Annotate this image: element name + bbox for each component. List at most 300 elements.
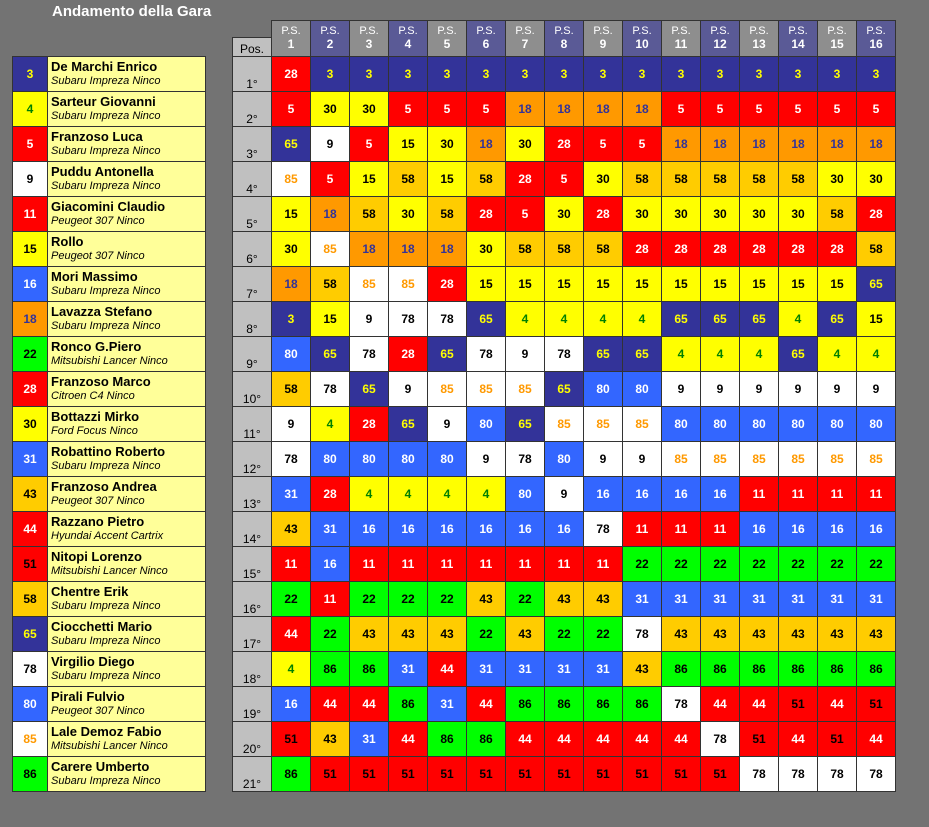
grid-cell: 43 bbox=[350, 616, 389, 651]
driver-car: Subaru Impreza Ninco bbox=[51, 320, 161, 332]
grid-cell: 86 bbox=[506, 686, 545, 721]
grid-cell: 31 bbox=[506, 651, 545, 686]
grid-cell: 18 bbox=[779, 126, 818, 161]
grid-cell: 80 bbox=[272, 336, 311, 371]
driver-car: Subaru Impreza Ninco bbox=[51, 635, 161, 647]
grid-cell: 18 bbox=[506, 91, 545, 126]
grid-cell: 11 bbox=[740, 476, 779, 511]
grid-cell: 43 bbox=[272, 511, 311, 546]
stage-header bbox=[701, 21, 740, 57]
stage-label: P.S. bbox=[476, 25, 496, 38]
driver-number: 51 bbox=[13, 547, 48, 582]
grid-cell: 51 bbox=[584, 756, 623, 791]
grid-cell: 28 bbox=[623, 231, 662, 266]
grid-cell: 28 bbox=[350, 406, 389, 441]
driver-row bbox=[13, 547, 206, 582]
stage-label: P.S. bbox=[554, 25, 574, 38]
grid-cell: 51 bbox=[779, 686, 818, 721]
driver-car: Peugeot 307 Ninco bbox=[51, 495, 145, 507]
grid-cell: 31 bbox=[623, 581, 662, 616]
grid-cell: 5 bbox=[662, 91, 701, 126]
grid-cell: 15 bbox=[545, 266, 584, 301]
grid-cell: 28 bbox=[506, 161, 545, 196]
stage-number: 1 bbox=[287, 37, 295, 52]
grid-cell: 31 bbox=[311, 511, 350, 546]
grid-cell: 5 bbox=[584, 126, 623, 161]
grid-cell: 22 bbox=[389, 581, 428, 616]
grid-cell: 18 bbox=[389, 231, 428, 266]
grid-cell: 85 bbox=[506, 371, 545, 406]
grid-cell: 31 bbox=[350, 721, 389, 756]
grid-cell: 11 bbox=[545, 546, 584, 581]
grid-cell: 5 bbox=[311, 161, 350, 196]
stage-label: P.S. bbox=[437, 25, 457, 38]
driver-name: Giacomini Claudio bbox=[51, 199, 166, 214]
grid-row bbox=[233, 441, 896, 476]
driver-info bbox=[48, 617, 206, 652]
grid-cell: 65 bbox=[272, 126, 311, 161]
grid-cell: 58 bbox=[701, 161, 740, 196]
grid-cell: 78 bbox=[272, 441, 311, 476]
driver-info bbox=[48, 57, 206, 92]
standings-grid bbox=[232, 20, 896, 792]
driver-name: Franzoso Andrea bbox=[51, 479, 157, 494]
grid-row bbox=[233, 581, 896, 616]
position-label: 11° bbox=[233, 406, 272, 441]
grid-cell: 28 bbox=[311, 476, 350, 511]
driver-row bbox=[13, 92, 206, 127]
position-label: 17° bbox=[233, 616, 272, 651]
grid-cell: 51 bbox=[350, 756, 389, 791]
grid-cell: 44 bbox=[467, 686, 506, 721]
grid-cell: 9 bbox=[506, 336, 545, 371]
grid-cell: 31 bbox=[818, 581, 857, 616]
driver-row bbox=[13, 722, 206, 757]
grid-cell: 9 bbox=[389, 371, 428, 406]
position-label: 7° bbox=[233, 266, 272, 301]
grid-cell: 44 bbox=[506, 721, 545, 756]
grid-cell: 9 bbox=[740, 371, 779, 406]
grid-cell: 28 bbox=[272, 56, 311, 91]
grid-cell: 18 bbox=[857, 126, 896, 161]
driver-number: 28 bbox=[13, 372, 48, 407]
grid-cell: 22 bbox=[623, 546, 662, 581]
grid-cell: 80 bbox=[701, 406, 740, 441]
grid-cell: 43 bbox=[506, 616, 545, 651]
grid-cell: 4 bbox=[740, 336, 779, 371]
grid-cell: 16 bbox=[350, 511, 389, 546]
grid-cell: 22 bbox=[584, 616, 623, 651]
grid-cell: 16 bbox=[623, 476, 662, 511]
grid-cell: 11 bbox=[311, 581, 350, 616]
grid-cell: 86 bbox=[428, 721, 467, 756]
stage-label: P.S. bbox=[281, 25, 301, 38]
grid-cell: 85 bbox=[350, 266, 389, 301]
stage-label: P.S. bbox=[866, 25, 886, 38]
grid-cell: 43 bbox=[740, 616, 779, 651]
grid-cell: 4 bbox=[779, 301, 818, 336]
stage-number: 3 bbox=[365, 37, 373, 52]
grid-cell: 86 bbox=[701, 651, 740, 686]
grid-cell: 4 bbox=[818, 336, 857, 371]
grid-cell: 11 bbox=[428, 546, 467, 581]
driver-car: Subaru Impreza Ninco bbox=[51, 460, 161, 472]
stage-number: 8 bbox=[560, 37, 568, 52]
driver-info bbox=[48, 302, 206, 337]
stage-number: 6 bbox=[482, 37, 490, 52]
grid-cell: 22 bbox=[545, 616, 584, 651]
stage-header bbox=[545, 21, 584, 57]
grid-cell: 11 bbox=[389, 546, 428, 581]
driver-number: 15 bbox=[13, 232, 48, 267]
driver-row bbox=[13, 442, 206, 477]
driver-row bbox=[13, 162, 206, 197]
driver-info bbox=[48, 582, 206, 617]
stage-label: P.S. bbox=[788, 25, 808, 38]
position-label: 16° bbox=[233, 581, 272, 616]
grid-cell: 30 bbox=[428, 126, 467, 161]
driver-row bbox=[13, 302, 206, 337]
grid-cell: 16 bbox=[818, 511, 857, 546]
grid-cell: 78 bbox=[662, 686, 701, 721]
stage-number: 14 bbox=[791, 37, 805, 52]
grid-row bbox=[233, 546, 896, 581]
stage-number: 5 bbox=[443, 37, 451, 52]
driver-info bbox=[48, 267, 206, 302]
grid-cell: 31 bbox=[272, 476, 311, 511]
grid-cell: 18 bbox=[623, 91, 662, 126]
grid-cell: 15 bbox=[311, 301, 350, 336]
grid-cell: 44 bbox=[545, 721, 584, 756]
grid-cell: 86 bbox=[623, 686, 662, 721]
stage-label: P.S. bbox=[749, 25, 769, 38]
grid-cell: 9 bbox=[311, 126, 350, 161]
driver-name: De Marchi Enrico bbox=[51, 59, 158, 74]
grid-cell: 78 bbox=[779, 756, 818, 791]
stage-number: 9 bbox=[599, 37, 607, 52]
grid-cell: 80 bbox=[506, 476, 545, 511]
stage-number: 10 bbox=[635, 37, 649, 52]
position-label: 14° bbox=[233, 511, 272, 546]
grid-cell: 3 bbox=[701, 56, 740, 91]
grid-row bbox=[233, 476, 896, 511]
grid-row bbox=[233, 161, 896, 196]
grid-row bbox=[233, 196, 896, 231]
driver-info bbox=[48, 442, 206, 477]
grid-cell: 5 bbox=[857, 91, 896, 126]
grid-cell: 44 bbox=[389, 721, 428, 756]
grid-cell: 51 bbox=[389, 756, 428, 791]
grid-cell: 15 bbox=[467, 266, 506, 301]
grid-cell: 28 bbox=[467, 196, 506, 231]
grid-cell: 22 bbox=[311, 616, 350, 651]
driver-info bbox=[48, 477, 206, 512]
driver-name: Virgilio Diego bbox=[51, 654, 135, 669]
grid-cell: 18 bbox=[545, 91, 584, 126]
grid-cell: 85 bbox=[779, 441, 818, 476]
grid-cell: 11 bbox=[857, 476, 896, 511]
grid-cell: 16 bbox=[506, 511, 545, 546]
grid-cell: 85 bbox=[545, 406, 584, 441]
grid-cell: 15 bbox=[779, 266, 818, 301]
grid-cell: 85 bbox=[623, 406, 662, 441]
grid-cell: 86 bbox=[272, 756, 311, 791]
header-spacer bbox=[233, 21, 272, 38]
grid-cell: 43 bbox=[623, 651, 662, 686]
grid-row bbox=[233, 651, 896, 686]
driver-row bbox=[13, 582, 206, 617]
grid-cell: 4 bbox=[584, 301, 623, 336]
grid-cell: 15 bbox=[623, 266, 662, 301]
grid-cell: 22 bbox=[506, 581, 545, 616]
grid-cell: 51 bbox=[311, 756, 350, 791]
driver-row bbox=[13, 407, 206, 442]
grid-cell: 28 bbox=[701, 231, 740, 266]
grid-cell: 5 bbox=[428, 91, 467, 126]
grid-cell: 22 bbox=[350, 581, 389, 616]
driver-info bbox=[48, 127, 206, 162]
driver-car: Subaru Impreza Ninco bbox=[51, 75, 161, 87]
stage-number: 16 bbox=[869, 37, 883, 52]
grid-cell: 9 bbox=[428, 406, 467, 441]
grid-row bbox=[233, 301, 896, 336]
stage-header bbox=[467, 21, 506, 57]
driver-number: 85 bbox=[13, 722, 48, 757]
grid-cell: 43 bbox=[389, 616, 428, 651]
driver-info bbox=[48, 547, 206, 582]
grid-cell: 3 bbox=[857, 56, 896, 91]
grid-cell: 9 bbox=[857, 371, 896, 406]
position-label: 12° bbox=[233, 441, 272, 476]
grid-cell: 11 bbox=[506, 546, 545, 581]
grid-cell: 16 bbox=[272, 686, 311, 721]
stage-header bbox=[311, 21, 350, 57]
grid-cell: 85 bbox=[818, 441, 857, 476]
grid-cell: 4 bbox=[389, 476, 428, 511]
grid-cell: 44 bbox=[428, 651, 467, 686]
driver-list bbox=[12, 56, 206, 792]
grid-cell: 86 bbox=[662, 651, 701, 686]
stage-header bbox=[389, 21, 428, 57]
position-label: 3° bbox=[233, 126, 272, 161]
grid-cell: 15 bbox=[857, 301, 896, 336]
driver-info bbox=[48, 337, 206, 372]
grid-cell: 22 bbox=[428, 581, 467, 616]
driver-number: 16 bbox=[13, 267, 48, 302]
grid-cell: 65 bbox=[818, 301, 857, 336]
grid-cell: 3 bbox=[467, 56, 506, 91]
grid-cell: 9 bbox=[350, 301, 389, 336]
grid-cell: 78 bbox=[389, 301, 428, 336]
stage-label: P.S. bbox=[710, 25, 730, 38]
grid-cell: 30 bbox=[311, 91, 350, 126]
grid-cell: 80 bbox=[311, 441, 350, 476]
grid-cell: 3 bbox=[350, 56, 389, 91]
driver-number: 58 bbox=[13, 582, 48, 617]
grid-row bbox=[233, 511, 896, 546]
driver-name: Lavazza Stefano bbox=[51, 304, 153, 319]
grid-cell: 51 bbox=[701, 756, 740, 791]
driver-car: Subaru Impreza Ninco bbox=[51, 145, 161, 157]
stage-header bbox=[350, 21, 389, 57]
grid-cell: 43 bbox=[428, 616, 467, 651]
grid-cell: 44 bbox=[779, 721, 818, 756]
driver-info bbox=[48, 92, 206, 127]
grid-cell: 44 bbox=[272, 616, 311, 651]
driver-name: Nitopi Lorenzo bbox=[51, 549, 142, 564]
grid-cell: 78 bbox=[740, 756, 779, 791]
grid-cell: 3 bbox=[389, 56, 428, 91]
grid-cell: 51 bbox=[467, 756, 506, 791]
grid-cell: 28 bbox=[662, 231, 701, 266]
position-label: 8° bbox=[233, 301, 272, 336]
grid-cell: 44 bbox=[662, 721, 701, 756]
grid-cell: 78 bbox=[506, 441, 545, 476]
grid-cell: 43 bbox=[311, 721, 350, 756]
grid-cell: 86 bbox=[389, 686, 428, 721]
grid-cell: 4 bbox=[857, 336, 896, 371]
grid-cell: 43 bbox=[779, 616, 818, 651]
grid-cell: 43 bbox=[545, 581, 584, 616]
grid-cell: 43 bbox=[701, 616, 740, 651]
grid-cell: 51 bbox=[818, 721, 857, 756]
driver-name: Sarteur Giovanni bbox=[51, 94, 156, 109]
grid-cell: 15 bbox=[428, 161, 467, 196]
driver-number: 44 bbox=[13, 512, 48, 547]
driver-number: 3 bbox=[13, 57, 48, 92]
grid-cell: 28 bbox=[389, 336, 428, 371]
driver-name: Chentre Erik bbox=[51, 584, 129, 599]
grid-cell: 16 bbox=[311, 546, 350, 581]
grid-cell: 22 bbox=[818, 546, 857, 581]
grid-cell: 85 bbox=[389, 266, 428, 301]
grid-cell: 18 bbox=[584, 91, 623, 126]
grid-cell: 51 bbox=[857, 686, 896, 721]
grid-cell: 22 bbox=[779, 546, 818, 581]
grid-cell: 3 bbox=[428, 56, 467, 91]
grid-cell: 11 bbox=[272, 546, 311, 581]
grid-cell: 30 bbox=[272, 231, 311, 266]
driver-car: Subaru Impreza Ninco bbox=[51, 110, 161, 122]
grid-cell: 51 bbox=[662, 756, 701, 791]
grid-cell: 86 bbox=[350, 651, 389, 686]
grid-cell: 44 bbox=[350, 686, 389, 721]
grid-cell: 5 bbox=[350, 126, 389, 161]
grid-cell: 30 bbox=[506, 126, 545, 161]
grid-cell: 80 bbox=[389, 441, 428, 476]
grid-cell: 15 bbox=[272, 196, 311, 231]
grid-cell: 18 bbox=[662, 126, 701, 161]
driver-number: 4 bbox=[13, 92, 48, 127]
grid-cell: 86 bbox=[584, 686, 623, 721]
grid-cell: 78 bbox=[857, 756, 896, 791]
stage-number: 2 bbox=[326, 37, 334, 52]
grid-cell: 65 bbox=[584, 336, 623, 371]
grid-cell: 30 bbox=[389, 196, 428, 231]
grid-cell: 4 bbox=[428, 476, 467, 511]
grid-cell: 30 bbox=[857, 161, 896, 196]
grid-cell: 78 bbox=[584, 511, 623, 546]
driver-car: Peugeot 307 Ninco bbox=[51, 705, 145, 717]
driver-car: Mitsubishi Lancer Ninco bbox=[51, 740, 168, 752]
stage-header bbox=[662, 21, 701, 57]
grid-cell: 4 bbox=[311, 406, 350, 441]
grid-cell: 3 bbox=[506, 56, 545, 91]
grid-cell: 18 bbox=[350, 231, 389, 266]
driver-name: Razzano Pietro bbox=[51, 514, 145, 529]
driver-number: 31 bbox=[13, 442, 48, 477]
driver-row bbox=[13, 617, 206, 652]
grid-row bbox=[233, 56, 896, 91]
grid-cell: 58 bbox=[662, 161, 701, 196]
grid-cell: 80 bbox=[545, 441, 584, 476]
driver-name: Franzoso Marco bbox=[51, 374, 151, 389]
grid-cell: 80 bbox=[662, 406, 701, 441]
grid-cell: 85 bbox=[584, 406, 623, 441]
grid-cell: 85 bbox=[311, 231, 350, 266]
grid-cell: 58 bbox=[428, 196, 467, 231]
grid-cell: 58 bbox=[389, 161, 428, 196]
grid-cell: 51 bbox=[428, 756, 467, 791]
grid-cell: 58 bbox=[311, 266, 350, 301]
grid-cell: 4 bbox=[623, 301, 662, 336]
grid-cell: 85 bbox=[857, 441, 896, 476]
grid-cell: 15 bbox=[506, 266, 545, 301]
stage-header bbox=[857, 21, 896, 57]
grid-cell: 28 bbox=[428, 266, 467, 301]
driver-name: Pirali Fulvio bbox=[51, 689, 125, 704]
driver-info bbox=[48, 722, 206, 757]
grid-cell: 58 bbox=[272, 371, 311, 406]
grid-cell: 78 bbox=[311, 371, 350, 406]
grid-cell: 80 bbox=[467, 406, 506, 441]
driver-row bbox=[13, 232, 206, 267]
grid-cell: 30 bbox=[350, 91, 389, 126]
grid-cell: 65 bbox=[857, 266, 896, 301]
page-title: Andamento della Gara bbox=[52, 3, 212, 20]
grid-cell: 5 bbox=[740, 91, 779, 126]
grid-cell: 80 bbox=[350, 441, 389, 476]
grid-cell: 85 bbox=[428, 371, 467, 406]
grid-cell: 18 bbox=[428, 231, 467, 266]
grid-cell: 5 bbox=[467, 91, 506, 126]
driver-number: 86 bbox=[13, 757, 48, 792]
grid-cell: 85 bbox=[662, 441, 701, 476]
grid-cell: 30 bbox=[467, 231, 506, 266]
grid-cell: 5 bbox=[623, 126, 662, 161]
grid-cell: 65 bbox=[311, 336, 350, 371]
grid-cell: 4 bbox=[701, 336, 740, 371]
driver-info bbox=[48, 197, 206, 232]
grid-row bbox=[233, 616, 896, 651]
grid-cell: 9 bbox=[662, 371, 701, 406]
grid-cell: 16 bbox=[662, 476, 701, 511]
grid-cell: 18 bbox=[272, 266, 311, 301]
stage-header bbox=[506, 21, 545, 57]
grid-cell: 5 bbox=[701, 91, 740, 126]
driver-name: Mori Massimo bbox=[51, 269, 138, 284]
stage-header bbox=[818, 21, 857, 57]
driver-row bbox=[13, 337, 206, 372]
grid-cell: 5 bbox=[272, 91, 311, 126]
grid-cell: 43 bbox=[467, 581, 506, 616]
grid-cell: 85 bbox=[701, 441, 740, 476]
position-label: 2° bbox=[233, 91, 272, 126]
position-label: 13° bbox=[233, 476, 272, 511]
grid-cell: 30 bbox=[818, 161, 857, 196]
driver-number: 43 bbox=[13, 477, 48, 512]
grid-cell: 22 bbox=[662, 546, 701, 581]
